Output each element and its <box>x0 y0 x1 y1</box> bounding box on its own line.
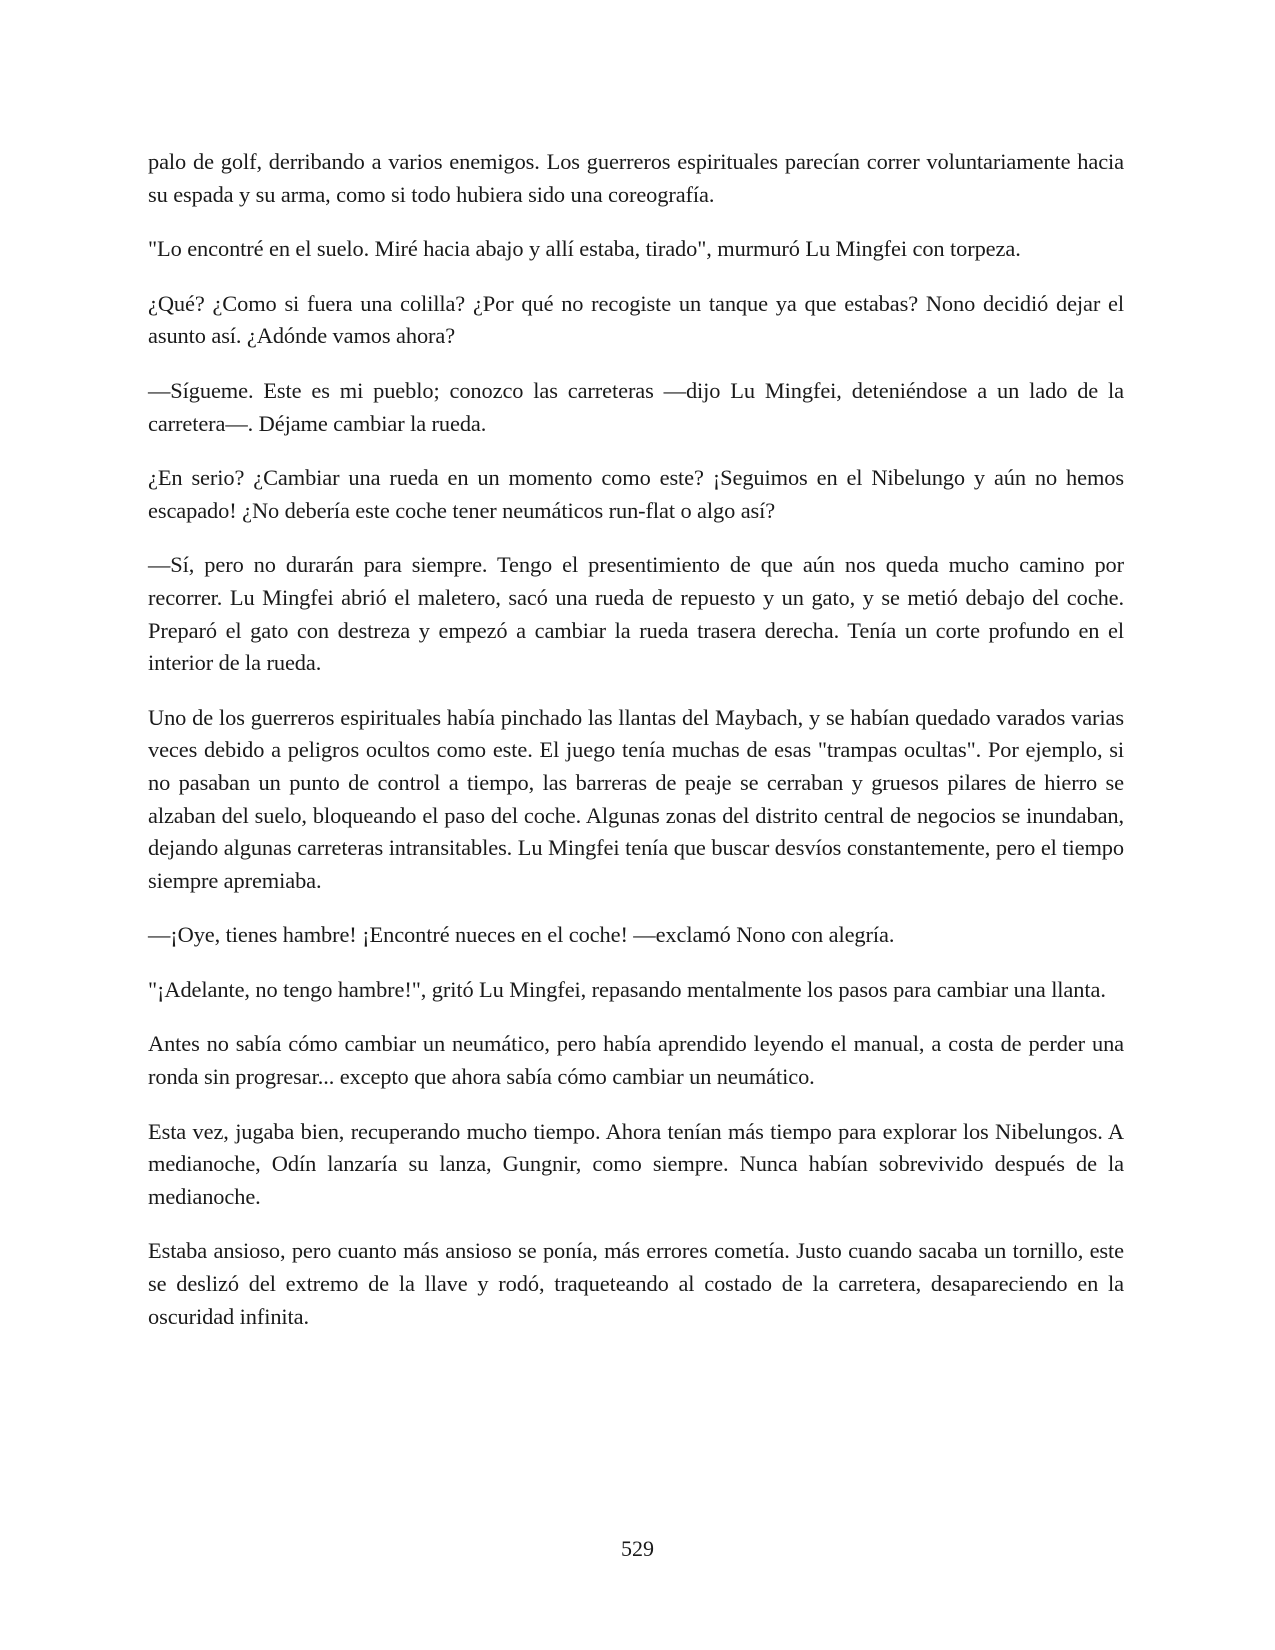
paragraph: —¡Oye, tienes hambre! ¡Encontré nueces en el coche! —exclamó Nono con alegría. <box>148 922 895 948</box>
paragraph: Uno de los guerreros espirituales había pinchado las llantas del Maybach, y se habían quedado varados varias veces debido a peligros ocultos como este. El juego tenía muchas de esas "trampas ocultas". Por ejemplo, si no pasaban un punto de control a tiempo, las barreras de peaje se cerraban y gruesos pilares de hierro se alzaban del suelo, bloqueando el paso del coche. Algunas zonas del distrito central de negocios se inundaban, dejando algunas carreteras intransitables. Lu Mingfei tenía que buscar desvíos constantemente, pero el tiempo siempre apremiaba. <box>148 704 1124 893</box>
paragraph: —Sígueme. Este es mi pueblo; conozco las carreteras —dijo Lu Mingfei, deteniéndose a un lado de la carretera—. Déjame cambiar la rueda. <box>148 377 1124 436</box>
paragraph: ¿En serio? ¿Cambiar una rueda en un momento como este? ¡Seguimos en el Nibelungo y aún no hemos escapado! ¿No debería este coche tener neumáticos run-flat o algo así? <box>148 465 1124 523</box>
page-body <box>148 146 1124 1355</box>
paragraph: ¿Qué? ¿Como si fuera una colilla? ¿Por qué no recogiste un tanque ya que estabas? Nono decidió dejar el asunto así. ¿Adónde vamos ahora? <box>148 290 1124 349</box>
paragraph: palo de golf, derribando a varios enemigos. Los guerreros espirituales parecían correr voluntariamente hacia su espada y su arma, como si todo hubiera sido una coreografía. <box>148 149 1124 207</box>
paragraph: "¡Adelante, no tengo hambre!", gritó Lu Mingfei, repasando mentalmente los pasos para cambiar una llanta. <box>148 976 1106 1002</box>
paragraph: Antes no sabía cómo cambiar un neumático, pero había aprendido leyendo el manual, a costa de perder una ronda sin progresar... excepto que ahora sabía cómo cambiar un neumático. <box>148 1031 1124 1090</box>
paragraph: Esta vez, jugaba bien, recuperando mucho tiempo. Ahora tenían más tiempo para explorar los Nibelungos. A medianoche, Odín lanzaría su lanza, Gungnir, como siempre. Nunca habían sobrevivido después de la medianoche. <box>148 1118 1124 1209</box>
paragraph: "Lo encontré en el suelo. Miré hacia abajo y allí estaba, tirado", murmuró Lu Mingfei con torpeza. <box>148 236 1021 262</box>
paragraph: —Sí, pero no durarán para siempre. Tengo el presentimiento de que aún nos queda mucho camino por recorrer. Lu Mingfei abrió el maletero, sacó una rueda de repuesto y un gato, y se metió debajo del coche. Preparó el gato con destreza y empezó a cambiar la rueda trasera derecha. Tenía un corte profundo en el interior de la rueda. <box>148 552 1124 676</box>
page-number: 529 <box>621 1536 654 1561</box>
paragraph: Estaba ansioso, pero cuanto más ansioso se ponía, más errores cometía. Justo cuando sacaba un tornillo, este se deslizó del extremo de la llave y rodó, traqueteando al costado de la carretera, desapareciendo en la oscuridad infinita. <box>148 1238 1124 1329</box>
